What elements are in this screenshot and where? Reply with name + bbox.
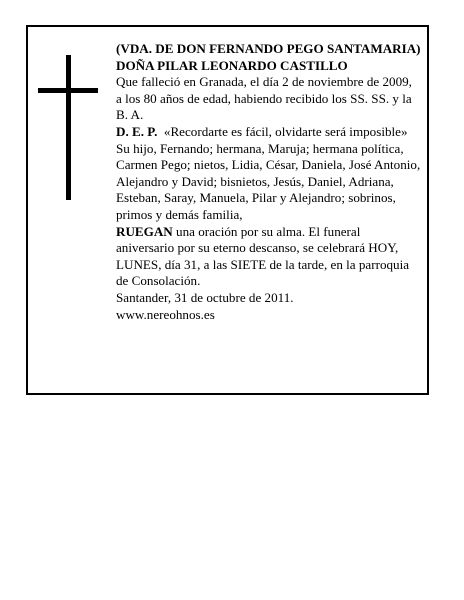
ruegan-paragraph <box>116 224 421 290</box>
widow-line: (VDA. DE DON FERNANDO PEGO SANTAMARIA) <box>116 41 421 56</box>
dep-quote: «Recordarte es fácil, olvidarte será imposible» <box>163 123 408 139</box>
place-date: Santander, 31 de octubre de 2011. <box>116 289 294 305</box>
ruegan-text: una oración por su alma. El funeral aniversario por su eterno descanso, se celebrará HOY, LUNES, día 31, a las SIETE de la tarde, en la parroquia de Consolación. <box>116 223 410 289</box>
deceased-name: DOÑA PILAR LEONARDO CASTILLO <box>116 57 348 73</box>
death-info: Que falleció en Granada, el día 2 de noviembre de 2009, a los 80 años de edad, habiendo recibido los SS. SS. y la B. A. <box>116 74 412 123</box>
obituary-notice <box>26 25 429 395</box>
dep-label: D. E. P. <box>116 123 158 139</box>
family-list: Su hijo, Fernando; hermana, Maruja; hermana política, Carmen Pego; nietos, Lidia, César, Daniela, José Antonio, Alejandro y David; bisnietos, Jesús, Daniel, Adriana, Esteban, Saray, Manuela, Pilar y Alejandro; sobrinos, primos y demás familia, <box>116 140 421 222</box>
ruegan-label: RUEGAN <box>116 223 173 239</box>
latin-cross-icon <box>38 55 98 200</box>
notice-text <box>116 41 421 323</box>
website: www.nereohnos.es <box>116 306 215 322</box>
dep-line <box>116 124 421 141</box>
